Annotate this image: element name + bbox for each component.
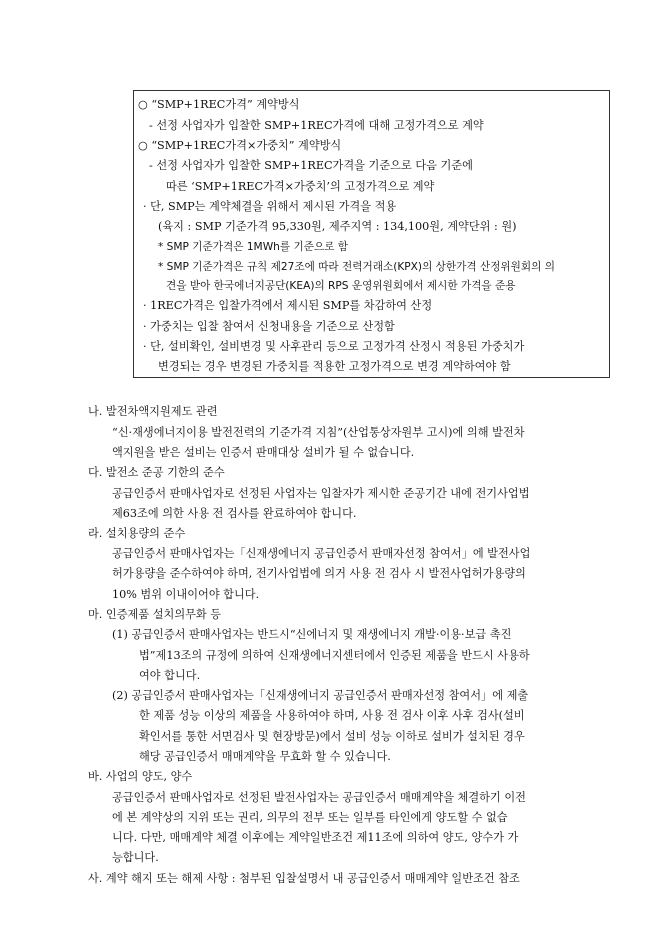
body-line: “신·재생에너지이용 발전전력의 기준가격 지침”(산업통상자원부 고시)에 의해 발전차	[112, 426, 525, 439]
section-heading: 다. 발전소 준공 기한의 준수	[88, 466, 225, 479]
box-item: * SMP 기준가격은 규칙 제27조에 따라 전력거래소(KPX)의 상한가격 산정위원회의 의	[158, 261, 555, 273]
section-heading: 사. 계약 해지 또는 해제 사항 : 첨부된 입찰설명서 내 공급인증서 매매계약 일반조건 참조	[88, 872, 520, 885]
box-item: - 선정 사업자가 입찰한 SMP+1REC가격에 대해 고정가격으로 계약	[149, 119, 484, 132]
body-line: 해당 공급인증서 매매계약을 무효화 할 수 있습니다.	[139, 750, 391, 763]
body-line: 공급인증서 판매사업자로 선정된 사업자는 입찰자가 제시한 준공기간 내에 전기사업법	[112, 487, 530, 500]
box-item: - 선정 사업자가 입찰한 SMP+1REC가격을 기준으로 다음 기준에	[149, 159, 473, 172]
box-item: · 단, 설비확인, 설비변경 및 사후관리 등으로 고정가격 산정시 적용된 가중치가	[143, 340, 525, 353]
section-heading: 마. 인증제품 설치의무화 등	[88, 608, 222, 621]
box-item: 따른 ‘SMP+1REC가격×가중치’의 고정가격으로 계약	[166, 180, 435, 193]
box-item: 견을 받아 한국에너지공단(KEA)의 RPS 운영위원회에서 제시한 가격을 준용	[166, 280, 516, 292]
section-heading: 나. 발전차액지원제도 관련	[88, 405, 218, 418]
body-line: 공급인증서 판매사업자는「신재생에너지 공급인증서 판매자선정 참여서」에 발전사업	[112, 547, 531, 560]
box-item: ○ “SMP+1REC가격” 계약방식	[138, 98, 300, 111]
box-item: 변경되는 경우 변경된 가중치를 적용한 고정가격으로 변경 계약하여야 함	[158, 360, 511, 373]
body-line: (2) 공급인증서 판매사업자는「신재생에너지 공급인증서 판매자선정 참여서」에 제출	[112, 689, 529, 702]
body-line: 니다. 다만, 매매계약 체결 이후에는 계약일반조건 제11조에 의하여 양도, 양수가 가	[112, 831, 519, 844]
section-heading: 바. 사업의 양도, 양수	[88, 770, 193, 783]
body-line: 허가용량을 준수하여야 하며, 전기사업법에 의거 사용 전 검사 시 발전사업허가용량의	[112, 567, 526, 580]
body-line: (1) 공급인증서 판매사업자는 반드시“신에너지 및 재생에너지 개발·이용·보급 촉진	[112, 628, 512, 641]
box-item: ○ “SMP+1REC가격×가중치” 계약방식	[138, 139, 342, 152]
body-line: 10% 범위 이내이어야 합니다.	[112, 588, 260, 601]
box-item: · 가중치는 입찰 참여서 신청내용을 기준으로 산정함	[143, 320, 395, 333]
body-line: 제63조에 의한 사용 전 검사를 완료하여야 합니다.	[112, 507, 357, 520]
box-item: (육지 : SMP 기준가격 95,330원, 제주지역 : 134,100원, 계약단위 : 원)	[158, 220, 517, 233]
contract-method-box	[133, 90, 610, 378]
body-line: 능합니다.	[112, 851, 159, 864]
body-line: 한 제품 성능 이상의 제품을 사용하여야 하며, 사용 전 검사 이후 사후 검사(설비	[139, 709, 525, 722]
section-heading: 라. 설치용량의 준수	[88, 527, 186, 540]
body-line: 액지원을 받은 설비는 인증서 판매대상 설비가 될 수 없습니다.	[112, 446, 415, 459]
box-item: · 단, SMP는 계약체결을 위해서 제시된 가격을 적용	[143, 200, 397, 213]
body-line: 확인서를 통한 서면검사 및 현장방문)에서 설비 성능 이하로 설비가 설치된 경우	[139, 730, 525, 743]
box-item: · 1REC가격은 입찰가격에서 제시된 SMP를 차감하여 산정	[143, 299, 433, 312]
box-item: * SMP 기준가격은 1MWh를 기준으로 함	[158, 241, 349, 253]
body-line: 에 본 계약상의 지위 또는 권리, 의무의 전부 또는 일부를 타인에게 양도할 수 없습	[112, 811, 508, 824]
body-line: 공급인증서 판매사업자로 선정된 발전사업자는 공급인증서 매매계약을 체결하기 이전	[112, 791, 526, 804]
body-line: 법”제13조의 규정에 의하여 신재생에너지센터에서 인증된 제품을 반드시 사용하	[139, 649, 530, 662]
body-line: 여야 합니다.	[139, 669, 201, 682]
